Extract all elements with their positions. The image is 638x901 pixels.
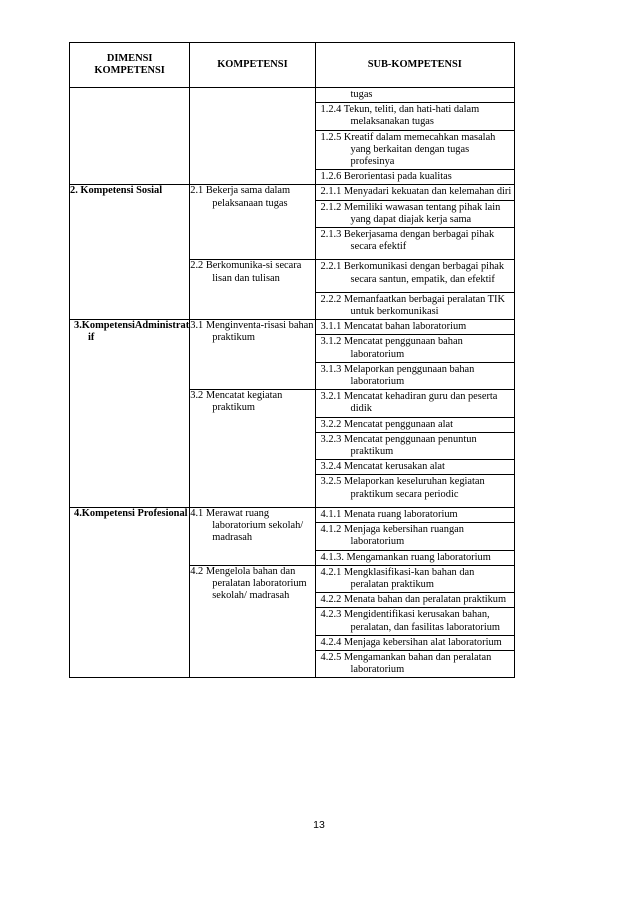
sub-item: 3.1.1 Mencatat bahan laboratorium [320, 321, 467, 333]
kompetensi-cell-empty [190, 88, 315, 185]
sub-item: 4.1.2 Menjaga kebersihan ruangan laboratorium [316, 522, 514, 549]
kompetensi-cell: 2.2 Berkomunika-si secara lisan dan tulisan [190, 260, 315, 320]
sub-item: 1.2.4 Tekun, teliti, dan hati-hati dalam melaksanakan tugas [316, 102, 514, 129]
sub-item: 2.1.2 Memiliki wawasan tentang pihak lain yang dapat diajak kerja sama [316, 200, 514, 227]
sub-kompetensi-cell [315, 185, 514, 260]
sub-item: 3.1.2 Mencatat penggunaan bahan laboratorium [316, 334, 514, 361]
kompetensi-cell: 4.1 Merawat ruang laboratorium sekolah/ madrasah [190, 507, 315, 565]
dimensi-cell-empty [70, 88, 190, 185]
dimensi-cell: 4.Kompetensi Profesional [70, 507, 190, 677]
table-row [70, 88, 515, 185]
sub-item: 4.1.1 Menata ruang laboratorium [320, 508, 458, 520]
sub-item: 3.2.5 Melaporkan keseluruhan kegiatan praktikum secara periodic [316, 474, 514, 506]
sub-kompetensi-cell [315, 565, 514, 678]
sub-item: 3.2.4 Mencatat kerusakan alat [316, 459, 514, 474]
table-row [70, 320, 515, 390]
sub-kompetensi-cell [315, 260, 514, 320]
sub-item: tugas [350, 89, 373, 100]
sub-item: 3.2.3 Mencatat penggunaan penuntun praktikum [316, 432, 514, 459]
kompetensi-cell: 3.1 Menginventa-risasi bahan praktikum [190, 320, 315, 390]
header-sub-kompetensi: SUB-KOMPETENSI [315, 43, 514, 88]
sub-item: 3.1.3 Melaporkan penggunaan bahan laboratorium [316, 362, 514, 389]
competency-table [69, 42, 515, 678]
sub-item: 2.2.2 Memanfaatkan berbagai peralatan TIK untuk berkomunikasi [316, 292, 514, 319]
sub-item: 1.2.5 Kreatif dalam memecahkan masalah yang berkaitan dengan tugas profesinya [316, 130, 514, 170]
header-kompetensi: KOMPETENSI [190, 43, 315, 88]
sub-item: 4.1.3. Mengamankan ruang laboratorium [316, 550, 514, 565]
sub-kompetensi-cell [315, 88, 514, 185]
kompetensi-cell: 2.1 Bekerja sama dalam pelaksanaan tugas [190, 185, 315, 260]
table-row [70, 185, 515, 260]
dimensi-cell: 2. Kompetensi Sosial [70, 185, 190, 320]
header-dimensi [70, 43, 190, 88]
sub-item: 2.1.1 Menyadari kekuatan dan kelemahan diri [320, 186, 512, 198]
header-dimensi-line1: DIMENSI [106, 52, 153, 64]
kompetensi-cell: 4.2 Mengelola bahan dan peralatan laboratorium sekolah/ madrasah [190, 565, 315, 678]
sub-item: 2.2.1 Berkomunikasi dengan berbagai pihak secara santun, empatik, dan efektif [320, 261, 505, 285]
sub-item: 4.2.3 Mengidentifikasi kerusakan bahan, peralatan, dan fasilitas laboratorium [316, 607, 514, 634]
header-dimensi-line2: KOMPETENSI [94, 65, 165, 76]
sub-item: 4.2.1 Mengklasifikasi-kan bahan dan peralatan praktikum [320, 566, 475, 590]
sub-kompetensi-cell [315, 390, 514, 508]
sub-item: 4.2.4 Menjaga kebersihan alat laboratorium [316, 635, 514, 650]
sub-item: 2.1.3 Bekerjasama dengan berbagai pihak secara efektif [316, 227, 514, 259]
table-header-row [70, 43, 515, 88]
table-row [70, 507, 515, 565]
page-number: 13 [313, 819, 325, 831]
sub-item: 4.2.5 Mengamankan bahan dan peralatan laboratorium [316, 650, 514, 677]
sub-item: 3.2.2 Mencatat penggunaan alat [316, 417, 514, 432]
dimensi-cell: 3.KompetensiAdministratif [70, 320, 190, 508]
sub-kompetensi-cell [315, 507, 514, 565]
kompetensi-cell: 3.2 Mencatat kegiatan praktikum [190, 390, 315, 508]
sub-kompetensi-cell [315, 320, 514, 390]
sub-item: 1.2.6 Berorientasi pada kualitas [316, 169, 514, 184]
sub-item: 4.2.2 Menata bahan dan peralatan praktikum [316, 592, 514, 607]
sub-item: 3.2.1 Mencatat kehadiran guru dan peserta didik [320, 391, 498, 415]
